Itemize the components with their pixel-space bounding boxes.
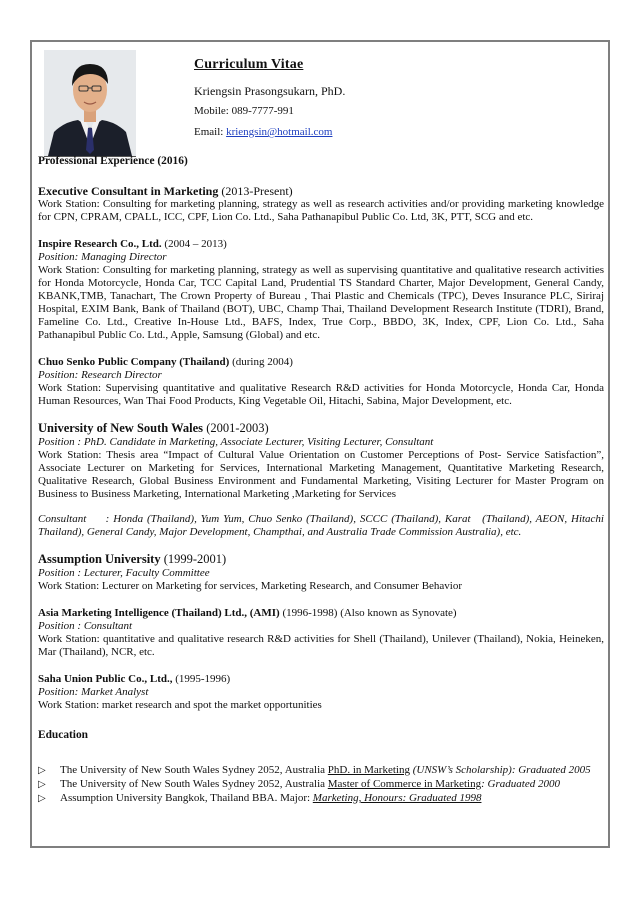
cv-content [38,155,607,806]
entry-org: University of New South Wales [38,421,204,435]
education-institution: The University of New South Wales Sydney 2052, Australia [60,764,328,776]
triangle-bullet-icon: ▷ [38,765,46,776]
education-list [38,764,604,805]
entry-org: Assumption University [38,552,161,566]
entry-heading [38,356,604,369]
entry-position: Position : Consultant [38,620,133,632]
entry-period: (1995-1996) [172,673,231,685]
email-label: Email: [194,126,227,138]
profile-photo [44,50,136,156]
entry-consultant: Consultant : Honda (Thailand), Yum Yum, Chuo Senko (Thailand), SCCC (Thailand), Karat (Thailand), AEON, Hitachi Thailand), General Candy, Major Development, Champthai, and Australia Trade Commission Australia), etc. [38,513,607,538]
cv-title: Curriculum Vitae [194,57,304,72]
education-detail: : Graduated 2000 [481,778,560,790]
entry-work: Work Station: Consulting for marketing planning, strategy as well as supervising quantitative and qualitative research activities for Honda Motorcycle, Honda Car, TCC Capital Land, Prudential TS Standard Charter, Major Development, General Candy, KBANK,TMB, Tanachart, The Crown Property of Bureau , Thai Plastic and Chemicals (TPC), Deves Insurance PLC, Siriraj Hospital, EXIM Bank, Bank of Thailand (BOT), UBC, Champ Thai, Thailand Development Research Institute (TDRI), Brand, Fameline Co. Ltd., Creative In-House Ltd., BAFS, Index, True Corp., BBDO, 3K, Index, CPF, Lion Co. Ltd., Saha Pathanapibul Public Co. Ltd., Apple, Samsung (Global) and etc. [38,264,604,341]
applicant-name: Kriengsin Prasongsukarn, PhD. [194,84,346,98]
entry-heading [38,422,604,435]
entry-period: (2013-Present) [218,184,293,198]
entry-heading [38,185,604,198]
entry-position: Position: Managing Director [38,251,167,263]
entry-period: (during 2004) [229,356,293,368]
entry-heading [38,553,604,566]
email-link[interactable]: kriengsin@hotmail.com [226,126,333,138]
experience-heading: Professional Experience (2016) [38,155,188,167]
entry-position: Position: Research Director [38,369,162,381]
entry-work: Work Station: Supervising quantitative and qualitative Research R&D activities for Honda Motorcycle, Honda Car, Honda Human Resources, Wan Thai Food Products, King Vegetable Oil, Hitachi, Sabina, Major Development, etc. [38,382,604,407]
experience-entry [38,185,604,224]
entry-work: Work Station: quantitative and qualitative research R&D activities for Shell (Thailand), Unilever (Thailand), Nokia, Heineken, Mar (Thailand), NCR, etc. [38,633,604,658]
entry-work: Work Station: Thesis area “Impact of Cultural Value Orientation on Customer Perceptions of Post- Service Satisfaction”, Associate Lecturer on Marketing for Services, International Marketing Management, Quantitative Marketing Research, Qualitative Research, Global Business Environment and Fundamental Marketing, Visiting Lecturer for Master Program on Business to Business Marketing, International Marketing ,Marketing for Services [38,449,604,500]
entry-org: Asia Marketing Intelligence (Thailand) Ltd., (AMI) [38,607,280,619]
experience-entry [38,238,604,342]
entry-position: Position : PhD. Candidate in Marketing, Associate Lecturer, Visiting Lecturer, Consultant [38,436,434,448]
entry-work: Work Station: Consulting for marketing planning, strategy as well as research activities and/or providing marketing knowledge for CPN, CPRAM, CPALL, ICC, CPF, Lion Co. Ltd., Saha Pathanapibul Public Co. Ltd, 3K, PTT, SCG and etc. [38,198,604,223]
entry-org: Chuo Senko Public Company (Thailand) [38,356,230,368]
triangle-bullet-icon: ▷ [38,779,46,790]
triangle-bullet-icon: ▷ [38,793,46,804]
education-degree: Marketing, Honours: Graduated 1998 [312,792,482,804]
entry-work: Work Station: Lecturer on Marketing for services, Marketing Research, and Consumer Behavior [38,580,463,592]
entry-heading [38,238,604,251]
mobile-number: Mobile: 089-7777-991 [194,105,294,117]
education-item [38,792,604,805]
entry-period: (1999-2001) [160,552,227,566]
entry-org: Executive Consultant in Marketing [38,184,219,198]
entry-period: (2004 – 2013) [161,238,227,250]
entry-period: (2001-2003) [203,421,269,435]
entry-org: Saha Union Public Co., Ltd., [38,673,173,685]
entry-heading [38,673,604,686]
person-portrait-icon [44,50,136,156]
education-institution: The University of New South Wales Sydney 2052, Australia [60,778,328,790]
entry-heading [38,607,604,620]
education-item [38,778,604,791]
education-item [38,764,604,777]
experience-entry [38,553,604,593]
education-degree: PhD. in Marketing [327,764,410,776]
entry-position: Position: Market Analyst [38,686,149,698]
email-line [194,126,494,138]
entry-org: Inspire Research Co., Ltd. [38,238,162,250]
education-heading: Education [38,729,89,741]
cv-header [194,57,494,138]
experience-entry [38,607,604,659]
entry-period: (1996-1998) (Also known as Synovate) [279,607,457,619]
education-detail: (UNSW’s Scholarship): Graduated 2005 [409,764,591,776]
experience-entry [38,673,604,712]
experience-entry [38,356,604,408]
education-institution: Assumption University Bangkok, Thailand BBA. Major: [60,792,313,804]
education-degree: Master of Commerce in Marketing [327,778,482,790]
entry-position: Position : Lecturer, Faculty Committee [38,567,210,579]
entry-work: Work Station: market research and spot the market opportunities [38,699,322,711]
experience-entry [38,421,607,539]
